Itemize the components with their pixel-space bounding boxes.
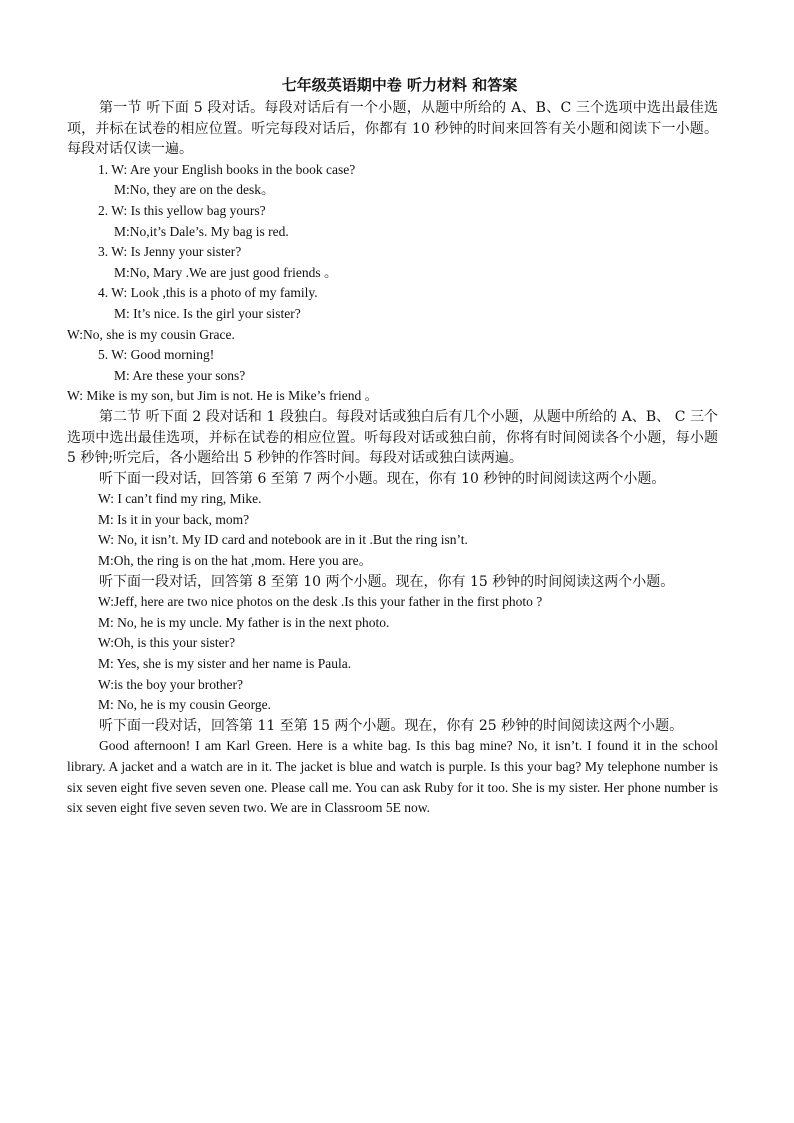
dialogue-line: 4. W: Look ,this is a photo of my family. <box>98 285 318 301</box>
dialogue-line: 2. W: Is this yellow bag yours? <box>98 202 266 218</box>
dialogue-line: W:is the boy your brother? <box>98 676 243 692</box>
monologue-text: Good afternoon! I am Karl Green. Here is a white bag. Is this bag mine? No, it isn’t. I found it in the school library. A jacket and a watch are in it. The jacket is blue and watch is purple. Is this your bag? My telephone number is six seven eight five seven seven one. Please call me. You can ask Ruby for it too. She is my sister. Her phone number is six seven eight five seven seven two. We are in Classroom 5E now. <box>67 738 718 816</box>
dialogue-line: M: Is it in your back, mom? <box>98 511 250 527</box>
dialogue-line: W:Oh, is this your sister? <box>98 635 236 651</box>
document-page <box>67 74 718 819</box>
dialogue-line: M:No, Mary .We are just good friends 。 <box>114 264 338 280</box>
dialogue-line: M:No,it’s Dale’s. My bag is red. <box>114 223 289 239</box>
dialogue-line: W: I can’t find my ring, Mike. <box>98 491 262 507</box>
dialogue-line: W:Jeff, here are two nice photos on the desk .Is this your father in the first photo ? <box>98 594 543 610</box>
section1-intro: 第一节 听下面 5 段对话。每段对话后有一个小题，从题中所给的 A、B、C 三个选项中选出最佳选项，并标在试卷的相应位置。听完每段对话后，你都有 10 秒钟的时间来回答有关小题和阅读下一小题。每段对话仅读一遍。 <box>67 100 718 158</box>
dialogue-line: W: Mike is my son, but Jim is not. He is Mike’s friend 。 <box>67 388 379 404</box>
dialogue-line: W:No, she is my cousin Grace. <box>67 326 235 342</box>
dialogue2 <box>67 592 718 716</box>
document-title: 七年级英语期中卷 听力材料 和答案 <box>281 76 518 94</box>
dialogue-line: M:Oh, the ring is on the hat ,mom. Here you are。 <box>98 553 373 569</box>
dialogue2-intro: 听下面一段对话，回答第 8 至第 10 两个小题。现在，你有 15 秒钟的时间阅读这两个小题。 <box>99 573 675 590</box>
dialogue1-intro: 听下面一段对话，回答第 6 至第 7 两个小题。现在，你有 10 秒钟的时间阅读这两个小题。 <box>99 470 666 487</box>
dialogue-line: 3. W: Is Jenny your sister? <box>98 244 242 260</box>
section1-dialogues <box>67 160 718 407</box>
dialogue-line: 1. W: Are your English books in the book case? <box>98 161 356 177</box>
dialogue1 <box>67 489 718 571</box>
section2-intro: 第二节 听下面 2 段对话和 1 段独白。每段对话或独白后有几个小题，从题中所给的 A、B、 C 三个选项中选出最佳选项，并标在试卷的相应位置。听每段对话或独白前，你将有时间阅读各个小题，每小题 5 秒钟;听完后，各小题给出 5 秒钟的作答时间。每段对话或独白读两遍。 <box>67 408 718 467</box>
dialogue-line: M: No, he is my uncle. My father is in the next photo. <box>98 614 390 630</box>
dialogue-line: M: It’s nice. Is the girl your sister? <box>114 305 301 321</box>
dialogue-line: M:No, they are on the desk。 <box>114 182 275 198</box>
dialogue-line: M: No, he is my cousin George. <box>98 697 271 713</box>
dialogue-line: W: No, it isn’t. My ID card and notebook are in it .But the ring isn’t. <box>98 532 468 548</box>
dialogue-line: M: Yes, she is my sister and her name is Paula. <box>98 656 352 672</box>
dialogue-line: 5. W: Good morning! <box>98 347 215 363</box>
monologue-intro: 听下面一段对话，回答第 11 至第 15 两个小题。现在，你有 25 秒钟的时间阅读这两个小题。 <box>99 717 684 734</box>
dialogue-line: M: Are these your sons? <box>114 367 246 383</box>
